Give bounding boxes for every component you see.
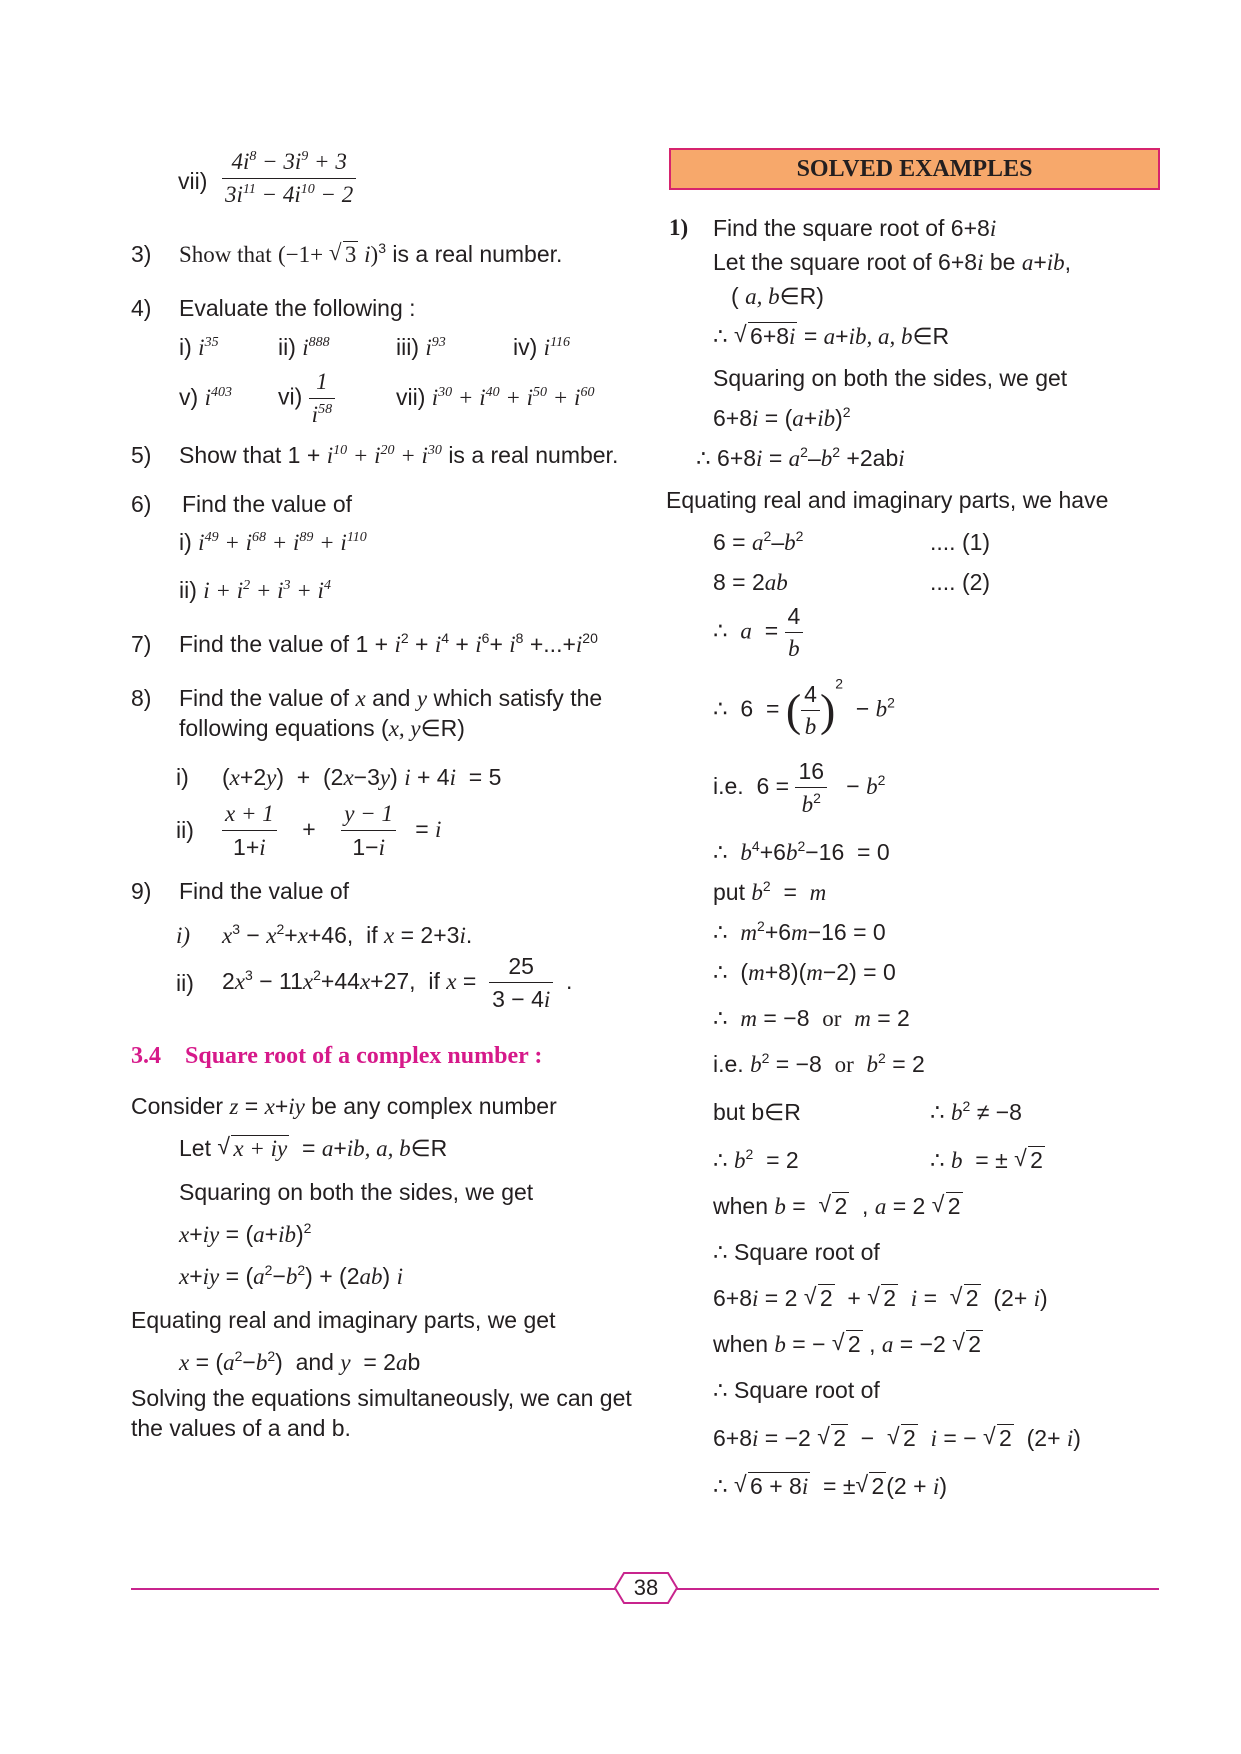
step-b2-is-2: ∴ $b^2 = 2$ xyxy=(713,1146,799,1173)
case-positive: when b = √ 2 , a = 2 √ 2 xyxy=(713,1192,963,1221)
q4-text: Evaluate the following : xyxy=(179,295,416,321)
squaring-right: Squaring on both the sides, we get xyxy=(713,365,1068,391)
sqrt-6-8i: ∴ √ 6+8i = a+ib, a, b∈R xyxy=(713,322,949,351)
footer-rule-right xyxy=(677,1588,1159,1590)
example-number: 1) xyxy=(669,215,689,240)
q4-vi: vi) $\frac{1}{i^{58}}$ xyxy=(278,368,335,429)
page-number: 38 xyxy=(633,1575,659,1600)
footer-rule-left xyxy=(131,1588,615,1590)
q8-i-eq: (x+2y) + (2x−3y) i + 4i = 5 xyxy=(222,764,502,790)
q8-ii: ii) xyxy=(176,817,194,843)
q4-ii: ii) $i^{888}$ xyxy=(278,334,330,360)
q9-text: Find the value of xyxy=(179,878,350,904)
q4-vii: vii) $i^{30} + i^{40} + i^{50} + i^{60}$ xyxy=(396,384,595,410)
q2-vii-fraction: $\frac{4i^8 - 3i^9 + 3}{3i^{11} - 4i^{10} - 2}$ xyxy=(222,148,356,209)
step-b2-values: i.e. $b^2 = -8$ or $b^2 = 2$ xyxy=(713,1050,925,1077)
q4-number: 4) xyxy=(131,295,152,321)
step-b2-not: ∴ $b^2 \ne -8$ xyxy=(930,1098,1022,1125)
q8-number: 8) xyxy=(131,685,152,711)
sqroot-result-2: 6+8i = −2 √ 2 − √ 2 i = − √ 2 (2+ i) xyxy=(713,1424,1081,1453)
q9-i: i) xyxy=(176,923,191,948)
step-6-sub: ∴ 6 = ( $\frac{4}{b}$ )$^2 - b^2$ xyxy=(713,675,895,739)
step-a: ∴ a = $\frac{4}{b}$ xyxy=(713,602,803,663)
page-number-badge xyxy=(614,1571,678,1605)
q2-vii-label: vii) xyxy=(178,168,208,194)
solving-line1: Solving the equations simultaneously, we can get xyxy=(131,1385,632,1411)
q4-i: i) $i^{35}$ xyxy=(179,334,219,360)
eq-xiy-1: $x+iy = (a+ib)^2$ xyxy=(179,1220,312,1247)
q8-line2: following equations (x, y∈R) xyxy=(179,715,465,741)
final-answer: ∴ √ 6 + 8i = ±√ 2(2 + i) xyxy=(713,1472,947,1501)
step-put: put $b^2 = m$ xyxy=(713,878,827,905)
step-quartic: ∴ $b^4+6b^2-16 = 0$ xyxy=(713,838,890,865)
q9-ii: ii) xyxy=(176,970,194,996)
solved-examples-header: SOLVED EXAMPLES xyxy=(669,148,1160,190)
section-heading: 3.4 Square root of a complex number : xyxy=(131,1043,543,1069)
step-b-pm: ∴ b = ± √ 2 xyxy=(930,1146,1045,1175)
eq1: $6 = a^2-b^2$ xyxy=(713,528,804,555)
let-line: Let the square root of 6+8i be a+ib, xyxy=(713,249,1072,275)
eq-xiy-2: $x+iy = (a^2-b^2) + (2ab)$ i xyxy=(179,1262,403,1289)
q7-number: 7) xyxy=(131,631,152,657)
q4-iv: iv) $i^{116}$ xyxy=(513,334,571,360)
q6-ii: ii) $i + i^2 + i^3 + i^4$ xyxy=(179,577,331,603)
let-line-domain: ( a, b∈R) xyxy=(731,283,824,309)
eq2-tag: .... (2) xyxy=(930,569,991,595)
sqroot-result-1: 6+8i = 2 √ 2 + √ 2 i = √ 2 (2+ i) xyxy=(713,1284,1048,1313)
step-square: $6+8i = (a+ib)^2$ xyxy=(713,404,851,431)
q6-i: i) $i^{49} + i^{68} + i^{89} + i^{110}$ xyxy=(179,529,367,555)
eq-xy: $x = (a^2-b^2)$ and y = 2ab xyxy=(179,1348,421,1375)
sqroot-label-2: ∴ Square root of xyxy=(713,1377,880,1403)
q5-text: Show that $1 + i^{10} + i^{20} + i^{30}$ is a real number. xyxy=(179,442,619,468)
q4-v: v) $i^{403}$ xyxy=(179,384,232,410)
step-but-b-real: but b∈R xyxy=(713,1099,801,1125)
q9-i-eq: $x^3 - x^2+x+46$, if x = 2+3i. xyxy=(222,921,473,948)
sqroot-label-1: ∴ Square root of xyxy=(713,1239,880,1265)
q7-text: Find the value of $1 + i^2 + i^4 + i^6+ i^8 +...+i^{20}$ xyxy=(179,630,598,657)
q3-number: 3) xyxy=(131,241,152,267)
eq2: 8 = 2ab xyxy=(713,569,788,595)
q3-text: Show that (−1+ √ 3 i)$^3$ is a real number. xyxy=(179,240,562,269)
solving-line2: the values of a and b. xyxy=(131,1415,351,1441)
q4-iii: iii) $i^{93}$ xyxy=(396,334,446,360)
step-factor: ∴ (m+8)(m−2) = 0 xyxy=(713,959,896,985)
consider-text: Consider z = x+iy be any complex number xyxy=(131,1093,557,1119)
q6-text: Find the value of xyxy=(182,491,353,517)
step-quadratic: ∴ $m^2+6m-16 = 0$ xyxy=(713,918,886,945)
q8-line1: Find the value of x and y which satisfy the xyxy=(179,685,603,711)
step-ie-16: i.e. 6 = $\frac{16}{b^2}$ − $b^2$ xyxy=(713,758,886,817)
q6-number: 6) xyxy=(131,491,152,517)
case-negative: when b = − √ 2 , a = −2 √ 2 xyxy=(713,1330,983,1359)
q8-i: i) xyxy=(176,764,189,790)
step-expand: ∴ $6+8i = a^2-b^2 +2abi$ xyxy=(696,444,905,471)
squaring-text: Squaring on both the sides, we get xyxy=(179,1179,534,1205)
q9-number: 9) xyxy=(131,878,152,904)
q8-ii-eq: $\frac{x + 1}{1+i}$ + $\frac{y - 1}{1-i}$ = i xyxy=(222,800,441,862)
equating-text: Equating real and imaginary parts, we get xyxy=(131,1307,556,1333)
let-sqrt: Let √ x + iy = a+ib, a, b∈R xyxy=(179,1134,447,1163)
eq1-tag: .... (1) xyxy=(930,529,991,555)
q5-number: 5) xyxy=(131,442,152,468)
step-m-values: ∴ m = −8 or m = 2 xyxy=(713,1005,910,1031)
q9-ii-eq: $2x^3 - 11x^2+44x+27$, if x = $\frac{25}{3 - 4i}$ . xyxy=(222,953,573,1012)
equating-right: Equating real and imaginary parts, we have xyxy=(666,487,1109,513)
example-question: Find the square root of 6+8i xyxy=(713,215,997,241)
